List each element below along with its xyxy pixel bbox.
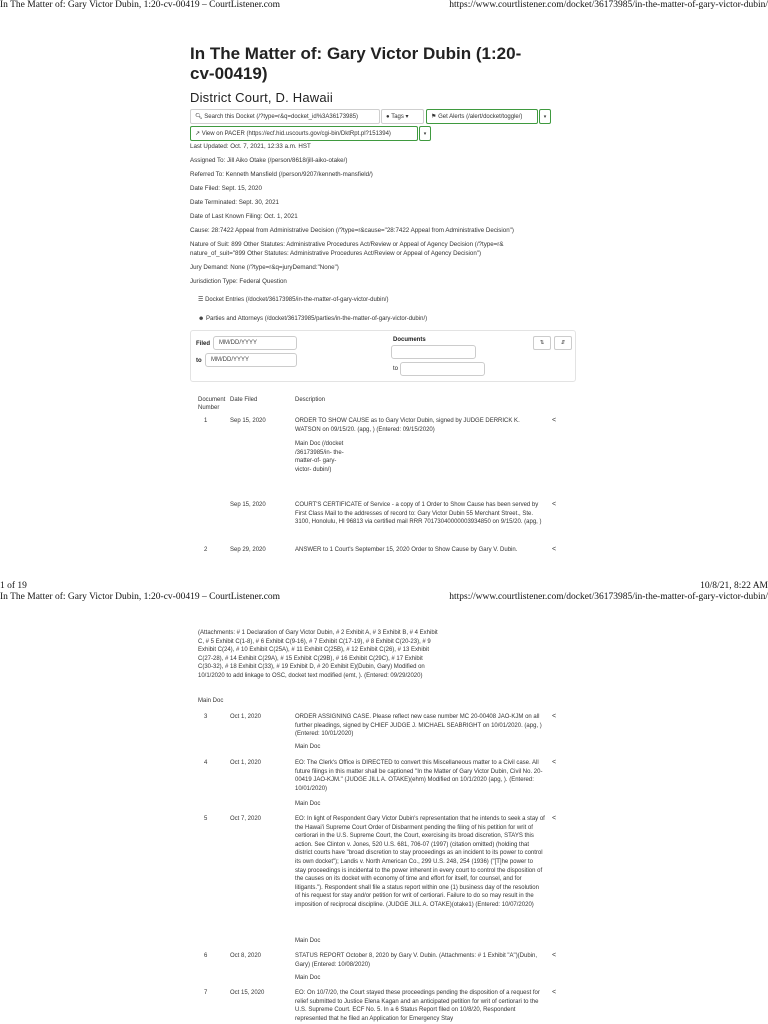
court-name: District Court, D. Hawaii (190, 90, 333, 105)
entry-number: 1 (204, 418, 208, 424)
entry-date: Oct 8, 2020 (230, 953, 262, 959)
col-doc-number (198, 396, 225, 412)
documents-to-label: to (393, 366, 399, 372)
last-updated: Last Updated: Oct. 7, 2021, 12:33 a.m. HST (190, 143, 311, 150)
search-icon: 🔍︎ (195, 114, 203, 120)
pacer-dropdown-toggle[interactable] (419, 126, 431, 141)
entry-description: EO: In light of Respondent Gary Victor Dubin's representation that he intends to seek a stay of the Hawai'i Supreme Court Order of Disbarment pending the filing of his petition for writ of certiorari in the U.S. Supreme Court, the Court, exercising its broad discretion, STAYS this action. See Clinton v. Jones, 520 U.S. 681, 706-07 (1997) (citation omitted) (holding that district courts have "broad discretion to stay proceedings as an incident to its power to control its own docket"); Landis v. North American Co., 299 U.S. 248, 254 (1936) ("[T]he power to stay proceedings is incidental to the power inherent in every court to control the disposition of the causes on its docket with economy of time and effort for itself, for counsel, and for litigants."). Respondent shall file a status report within one (1) business day of the resolution of his request for stay and/or petition for writ of certiorari. Failure to do so may result in the imposition of reciprocal discipline. (JUDGE JILL A. OTAKE)(otake1) (Entered: 10/07/2020) (295, 816, 545, 908)
chevron-down-icon: ▾ (405, 114, 409, 120)
date-filed: Date Filed: Sept. 15, 2020 (190, 185, 262, 192)
entry-description: EO: On 10/7/20, the Court stayed these proceedings pending the disposition of a request for relief submitted to Justice Elena Kagan and an anticipated petition for writ of certiorari to the U.S. Supreme Court. ECF No. 5. In a 6 Status Report filed on 10/8/20, Respondent represented that he filed an Application for Emergency Stay (295, 990, 540, 1022)
entry-number: 4 (204, 760, 208, 766)
nature-of-suit-cont: nature_of_suit="899 Other Statutes: Administrative Procedures Act/Review or Appeal of Agency Decision") (190, 250, 482, 257)
jury-demand: Jury Demand: None (/?type=r&q=juryDemand:"None") (190, 264, 339, 271)
main-doc-link[interactable]: Main Doc (198, 698, 224, 704)
col-date-filed: Date Filed (230, 397, 258, 403)
referred-to: Referred To: Kenneth Mansfield (/person/9207/kenneth-mansfield/) (190, 171, 373, 178)
users-icon: ☻ (198, 316, 205, 322)
col-description: Description (295, 397, 326, 403)
main-doc-link[interactable]: Main Doc (295, 975, 321, 981)
print-timestamp: 10/8/21, 8:22 AM (700, 581, 768, 591)
tags-label: Tags (391, 114, 404, 120)
chevron-down-icon: ▾ (423, 131, 427, 137)
view-on-pacer-label: View on PACER (https://ecf.hid.uscourts.gov/cgi-bin/DktRpt.pl?151394) (201, 131, 391, 137)
share-icon[interactable]: < (552, 501, 557, 508)
sort-descending-button[interactable] (554, 336, 572, 350)
nature-of-suit: Nature of Suit: 899 Other Statutes: Administrative Procedures Act/Review or Appeal of Agency Decision (/?type=r& (190, 241, 504, 248)
entry-number: 5 (204, 816, 208, 822)
date-terminated: Date Terminated: Sept. 30, 2021 (190, 199, 279, 206)
col-doc-number-line2: Number (198, 405, 220, 411)
share-icon[interactable]: < (552, 417, 557, 424)
entry-number: 3 (204, 714, 208, 720)
entry-date: Sep 15, 2020 (230, 502, 266, 508)
alerts-dropdown-toggle[interactable] (539, 109, 551, 124)
entry-date: Oct 7, 2020 (230, 816, 262, 822)
page-header-url: https://www.courtlistener.com/docket/36173985/in-the-matter-of-gary-victor-dubin/ (449, 592, 768, 602)
share-icon[interactable]: < (552, 989, 557, 996)
entry-description: STATUS REPORT October 8, 2020 by Gary V. Dubin. (Attachments: # 1 Exhibit "A")(Dubin, Gary) (Entered: 10/08/2020) (295, 953, 538, 968)
entry-date: Oct 1, 2020 (230, 760, 262, 766)
assigned-to: Assigned To: Jill Aiko Otake (/person/8618/jill-aiko-otake/) (190, 157, 348, 164)
page-header-title: In The Matter of: Gary Victor Dubin, 1:20-cv-00419 – CourtListener.com (0, 0, 281, 10)
main-doc-link[interactable]: Main Doc (295, 744, 321, 750)
documents-from-input[interactable] (391, 345, 476, 359)
main-doc-link[interactable]: Main Doc (/docket /36173985/in- the-matter-of- gary-victor- dubin/) (295, 441, 344, 473)
entry-date: Oct 15, 2020 (230, 990, 265, 996)
entry-number: 2 (204, 547, 208, 553)
get-alerts-button[interactable] (426, 109, 538, 124)
tab-docket-entries-label: Docket Entries (/docket/36173985/in-the-matter-of-gary-victor-dubin/) (205, 297, 389, 303)
view-on-pacer-button[interactable] (190, 126, 418, 141)
share-icon[interactable]: < (552, 713, 557, 720)
entry-description-continued: (Attachments: # 1 Declaration of Gary Victor Dubin, # 2 Exhibit A, # 3 Exhibit B, # 4 Exhibit C, # 5 Exhibit C(1-8), # 6 Exhibit C(9-16), # 7 Exhibit C(17-19), # 8 Exhibit C(20-23), # 9 Exhibit C(24), # 10 Exhibit C(25A), # 11 Exhibit C(25B), # 12 Exhibit C(26), # 13 Exhibit C(27-28), # 14 Exhibit C(29A), # 15 Exhibit C(29B), # 16 Exhibit C(29C), # 17 Exhibit C(30-32), # 18 Exhibit C(33), # 19 Exhibit D, # 20 Exhibit E)(Dubin, Gary) Modified on 10/1/2020 to add linkage to OSC, docket text modified (emt, ). (Entered: 09/29/2020) (198, 630, 438, 679)
search-docket-label: Search this Docket (/?type=r&q=docket_id%3A36173985) (204, 114, 359, 120)
share-icon[interactable]: < (552, 952, 557, 959)
tab-docket-entries[interactable] (190, 291, 388, 309)
jurisdiction-type: Jurisdiction Type: Federal Question (190, 278, 287, 285)
filed-to-label: to (196, 358, 202, 364)
entry-description: ORDER TO SHOW CAUSE as to Gary Victor Dubin, signed by JUDGE DERRICK K. WATSON on 09/15/20. (apg, ) (Entered: 09/15/2020) (295, 418, 520, 433)
entry-description: ORDER ASSIGNING CASE. Please reflect new case number MC 20-00408 JAO-KJM on all further pleadings, signed by CHIEF JUDGE J. MICHAEL SEABRIGHT on 10/01/2020. (apg, ) (Entered: 10/01/2020) (295, 714, 542, 738)
entry-description: EO: The Clerk's Office is DIRECTED to convert this Miscellaneous matter to a Civil case. All future filings in this matter shall be captioned "In the Matter of Gary Victor Dubin, Civil No. 20-00419 JAO-KJM." (JUDGE JILL A. OTAKE)(ehm) Modified on 10/1/2020 (apg, ). (Entered: 10/01/2020) (295, 760, 543, 792)
get-alerts-label: Get Alerts (/alert/docket/toggle/) (438, 114, 523, 120)
main-doc-link[interactable]: Main Doc (295, 938, 321, 944)
page-number: 1 of 19 (0, 581, 27, 591)
tag-icon: ● (386, 114, 390, 120)
col-doc-number-line1: Document (198, 397, 226, 403)
date-last-filing: Date of Last Known Filing: Oct. 1, 2021 (190, 213, 298, 220)
search-docket-button[interactable] (190, 109, 380, 124)
sort-descending-icon: ⇵ (560, 340, 566, 346)
page-title: In The Matter of: Gary Victor Dubin (1:20-cv-00419) (190, 44, 522, 83)
documents-to-input[interactable] (400, 362, 485, 376)
page-header-url: https://www.courtlistener.com/docket/36173985/in-the-matter-of-gary-victor-dubin/ (449, 0, 768, 10)
cause: Cause: 28:7422 Appeal from Administrative Decision (/?type=r&cause="28:7422 Appeal from Administrative Decision") (190, 227, 514, 234)
sort-ascending-icon: ⇅ (539, 340, 545, 346)
tab-parties[interactable] (190, 310, 427, 328)
external-link-icon: ↗ (195, 131, 201, 137)
bell-icon: ⚑ (431, 114, 437, 120)
share-icon[interactable]: < (552, 815, 557, 822)
entry-date: Sep 29, 2020 (230, 547, 266, 553)
list-icon: ☰ (198, 297, 204, 303)
entry-date: Oct 1, 2020 (230, 714, 262, 720)
entry-number: 7 (204, 990, 208, 996)
main-doc-link[interactable]: Main Doc (295, 801, 321, 807)
entry-description: ANSWER to 1 Court's September 15, 2020 Order to Show Cause by Gary V. Dubin. (295, 547, 518, 553)
documents-label: Documents (393, 337, 426, 343)
entry-date: Sep 15, 2020 (230, 418, 266, 424)
filed-label: Filed (196, 341, 211, 347)
entry-description: COURT'S CERTIFICATE of Service - a copy of 1 Order to Show Cause has been served by First Class Mail to the addresses of record to: Gary Victor Dubin 55 Merchant Street., Ste. 3100, Honolulu, HI 96813 via certified mail RRR 70173040000003934850 on 9/15/20. (apg, ) (295, 502, 542, 526)
share-icon[interactable]: < (552, 759, 557, 766)
sort-ascending-button[interactable] (533, 336, 551, 350)
tab-parties-label: Parties and Attorneys (/docket/36173985/parties/in-the-matter-of-gary-victor-dubin/) (206, 316, 428, 322)
tags-button[interactable] (381, 109, 424, 124)
page-header-title: In The Matter of: Gary Victor Dubin, 1:20-cv-00419 – CourtListener.com (0, 592, 281, 602)
share-icon[interactable]: < (552, 546, 557, 553)
filed-to-input[interactable]: MM/DD/YYYY (205, 353, 297, 367)
filed-from-input[interactable]: MM/DD/YYYY (213, 336, 297, 350)
chevron-down-icon: ▾ (543, 114, 547, 120)
entry-number: 6 (204, 953, 208, 959)
docket-filter-panel (190, 330, 576, 382)
